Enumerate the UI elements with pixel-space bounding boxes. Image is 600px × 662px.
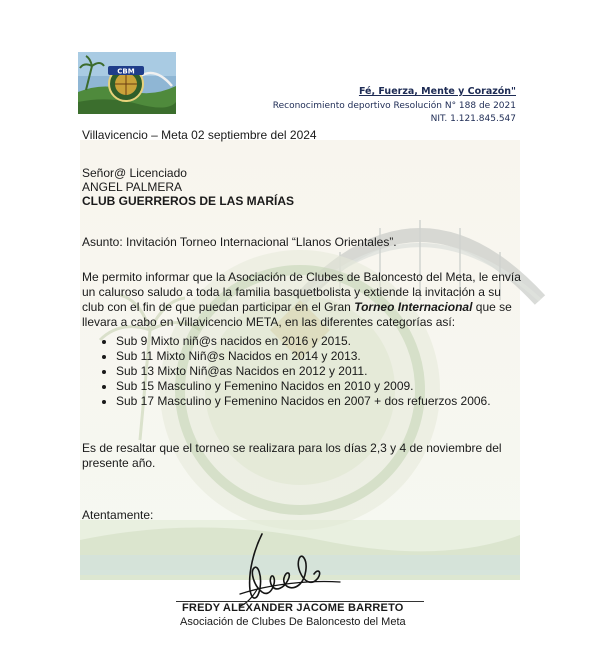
- invitation-paragraph: [82, 270, 522, 330]
- category-item: • Sub 11 Mixto Niñ@s Nacidos en 2014 y 2013.: [116, 349, 491, 364]
- handwritten-signature: [200, 528, 350, 608]
- signer-name: FREDY ALEXANDER JACOME BARRETO: [182, 602, 404, 614]
- subject-text: Invitación Torneo Internacional “Llanos Orientales”.: [126, 235, 397, 249]
- subject-label: Asunto:: [82, 235, 123, 249]
- letterhead-nit: NIT. 1.121.845.547: [430, 114, 516, 124]
- recipient-salutation: Señor@ Licenciado: [82, 166, 187, 180]
- recipient-club: CLUB GUERREROS DE LAS MARÍAS: [82, 194, 295, 208]
- closing: Atentamente:: [82, 508, 154, 522]
- logo-initials: CBM: [117, 67, 135, 76]
- signer-organization: Asociación de Clubes De Baloncesto del Meta: [180, 616, 406, 628]
- dates-line-2: presente año.: [82, 456, 156, 470]
- category-list: [100, 334, 491, 409]
- category-item: • Sub 15 Masculino y Femenino Nacidos en 2010 y 2009.: [116, 379, 491, 394]
- category-item: • Sub 9 Mixto niñ@s nacidos en 2016 y 2015.: [116, 334, 491, 349]
- category-item: • Sub 13 Mixto Niñ@as Nacidos en 2012 y 2011.: [116, 364, 491, 379]
- subject-line: [82, 235, 397, 249]
- tournament-highlight: Torneo Internacional: [354, 300, 473, 314]
- date-line: Villavicencio – Meta 02 septiembre del 2024: [82, 128, 317, 142]
- recipient-name: ANGEL PALMERA: [82, 180, 183, 194]
- category-item: • Sub 17 Masculino y Femenino Nacidos en 2007 + dos refuerzos 2006.: [116, 394, 491, 409]
- letterhead-resolution: Reconocimiento deportivo Resolución N° 188 de 2021: [272, 101, 516, 111]
- letterhead-motto: Fé, Fuerza, Mente y Corazón": [358, 86, 516, 97]
- association-logo: [78, 52, 176, 114]
- dates-line-1: Es de resaltar que el torneo se realizara para los días 2,3 y 4 de noviembre del: [82, 441, 502, 455]
- intro-text: Me permito informar que la Asociación de Clubes de Baloncesto del Meta, le envía un caluroso saludo a toda la familia basquetbolista y extiende la invitación a su club con el fin de que puedan participar en el Gran: [82, 270, 521, 314]
- intro-text-end: que se llevara a cabo en Villavicencio META, en las diferentes categorías así:: [82, 300, 512, 329]
